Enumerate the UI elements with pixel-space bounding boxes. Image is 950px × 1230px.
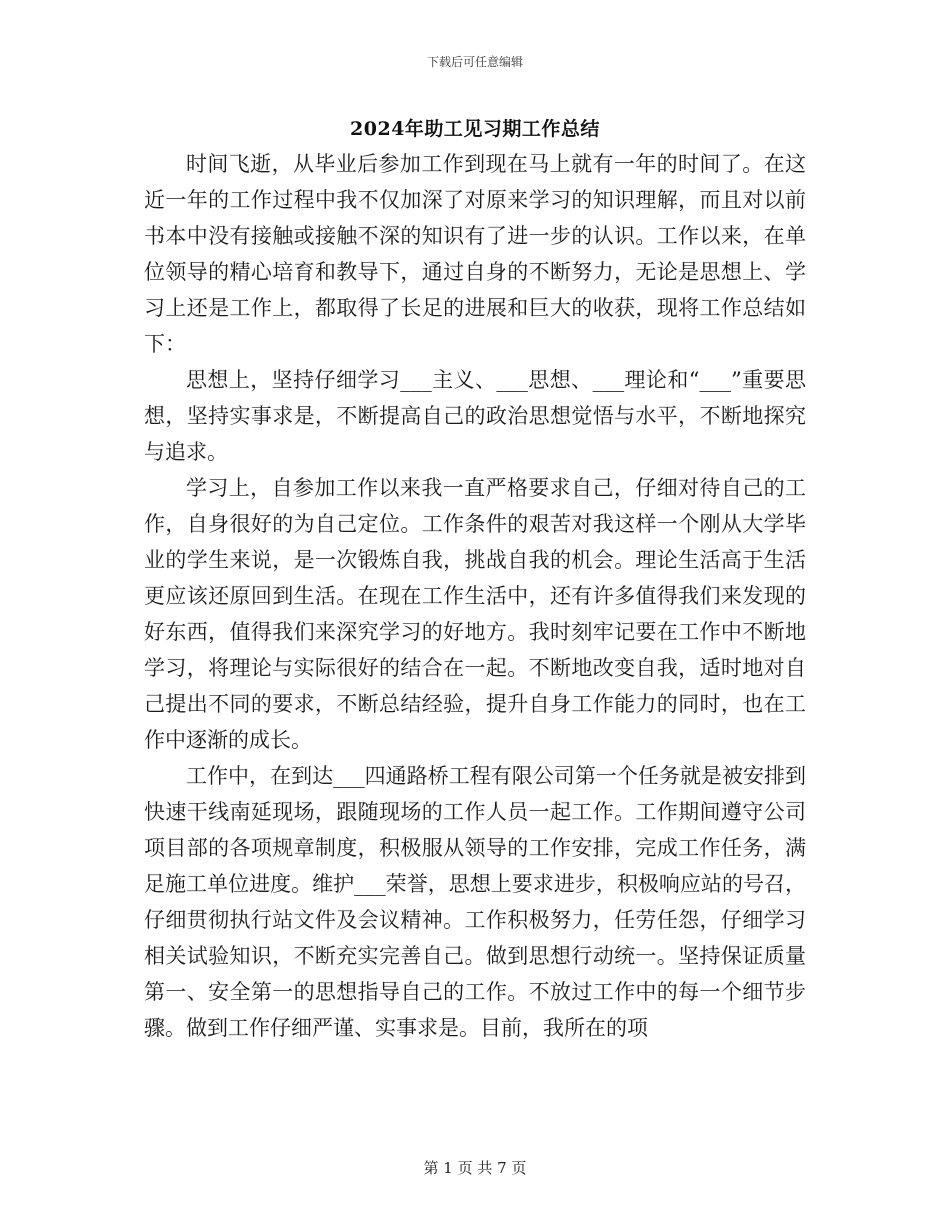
header-note: 下载后可任意编辑 [426, 55, 523, 69]
paragraph-work: 工作中，在到达___四通路桥工程有限公司第一个任务就是被安排到快速干线南延现场，跟随现场的工作人员一起工作。工作期间遵守公司项目部的各项规章制度，积极服从领导的工作安排，完成工作任务，满足施工单位进度。维护___荣誉，思想上要求进步，积极响应站的号召，仔细贯彻执行站文件及会议精神。工作积极努力，任劳任怨，仔细学习相关试验知识，不断充实完善自己。做到思想行动统一。坚持保证质量第一、安全第一的思想指导自己的工作。不放过工作中的每一个细节步骤。做到工作仔细严谨、实事求是。目前，我所在的项 [144, 764, 806, 1040]
paragraph-thought: 思想上，坚持仔细学习___主义、___思想、___理论和“___”重要思想，坚持实事求是，不断提高自己的政治思想觉悟与水平，不断地探究与追求。 [144, 368, 806, 464]
page-footer: 第 1 页 共 7 页 [423, 1159, 527, 1177]
document-title: 2024年助工见习期工作总结 [350, 118, 600, 140]
document-body [144, 146, 806, 1046]
paragraph-study: 学习上，自参加工作以来我一直严格要求自己，仔细对待自己的工作，自身很好的为自己定位。工作条件的艰苦对我这样一个刚从大学毕业的学生来说，是一次锻炼自我，挑战自我的机会。理论生活高于生活更应该还原回到生活。在现在工作生活中，还有许多值得我们来发现的好东西，值得我们来深究学习的好地方。我时刻牢记要在工作中不断地学习，将理论与实际很好的结合在一起。不断地改变自我，适时地对自己提出不同的要求，不断总结经验，提升自身工作能力的同时，也在工作中逐渐的成长。 [144, 476, 806, 752]
paragraph-intro: 时间飞逝，从毕业后参加工作到现在马上就有一年的时间了。在这近一年的工作过程中我不仅加深了对原来学习的知识理解，而且对以前书本中没有接触或接触不深的知识有了进一步的认识。工作以来，在单位领导的精心培育和教导下，通过自身的不断努力，无论是思想上、学习上还是工作上，都取得了长足的进展和巨大的收获，现将工作总结如下： [144, 152, 806, 356]
